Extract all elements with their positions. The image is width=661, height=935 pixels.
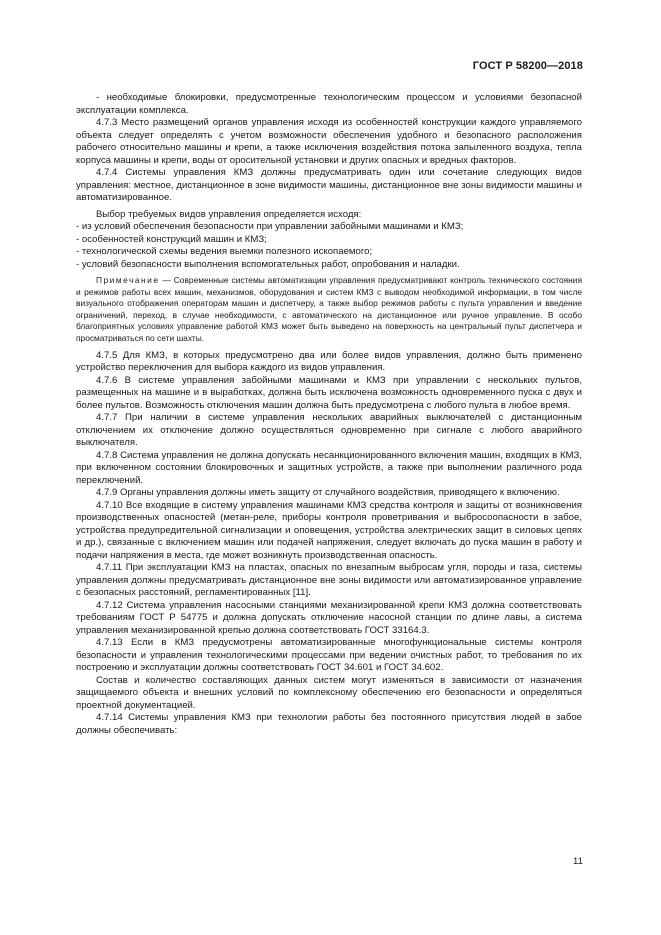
paragraph-4-7-9: 4.7.9 Органы управления должны иметь защиту от случайного воздействия, приводящего к включению.	[96, 487, 560, 499]
note-block	[76, 275, 582, 345]
paragraph-4-7-7: 4.7.7 При наличии в системе управления нескольких аварийных выключателей с дистанционным отключением их отключение должно осуществляться одновременно при сигнале с любого аварийного выключателя.	[76, 412, 582, 449]
paragraph-composition: Состав и количество составляющих данных систем могут изменяться в зависимости от назначения защищаемого объекта и внешних условий по комплексному обеспечению его безопасности и определяться проектной документацией.	[76, 674, 582, 711]
page-number: 11	[573, 856, 583, 867]
paragraph-4-7-8: 4.7.8 Система управления не должна допускать несанкционированного включения машин, входящих в КМЗ, при включенном состоянии блокировочных и защитных устройств, а также при выполнении различного рода переключений.	[76, 449, 582, 486]
note-text: — Современные системы автоматизации управления предусматривают контроль технического состояния и режимов работы всех машин, механизмов, оборудования и систем КМЗ с выводом необходимой информации, в том числе визуального отображения операторам машин и диспетчеру, а также выбор режимов работы с пульта управления и введение ограничений, переход, в случае необходимости, с автоматического на дистанционное или ручное управление. В особо благоприятных условиях управление работой КМЗ может быть выведено на поверхность на центральный пульт диспетчера и просматриваться по сети шахты.	[76, 275, 582, 343]
note-label: Примечание	[96, 275, 160, 285]
document-body	[76, 92, 582, 737]
document-standard-id: ГОСТ Р 58200—2018	[472, 60, 583, 72]
paragraph-4-7-12: 4.7.12 Система управления насосными станциями механизированной крепи КМЗ должна соответствовать требованиям ГОСТ Р 54775 и должна допускать отключение насосной станции по длине лавы, а система управления механизированной крепью должна соответствовать ГОСТ 33164.3.	[76, 599, 582, 636]
paragraph-4-7-13: 4.7.13 Если в КМЗ предусмотрены автоматизированные многофункциональные системы контроля безопасности и управления технологическими процессами при ведении очистных работ, то требования по их построению и эксплуатации должны соответствовать ГОСТ 34.601 и ГОСТ 34.602.	[76, 637, 582, 674]
list-item: - особенностей конструкций машин и КМЗ;	[76, 233, 267, 245]
paragraph-selection-intro: Выбор требуемых видов управления определяется исходя:	[96, 208, 362, 220]
list-item: - условий безопасности выполнения вспомогательных работ, опробования и наладки.	[76, 258, 460, 270]
list-item: - технологической схемы ведения выемки полезного ископаемого;	[76, 246, 373, 257]
paragraph-list-item: - необходимые блокировки, предусмотренные технологическим процессом и условиями безопасной эксплуатации комплекса.	[76, 92, 582, 116]
paragraph-4-7-6: 4.7.6 В системе управления забойными машинами и КМЗ при управлении с нескольких пультов, размещенных на машине и в выработках, должна быть исключена возможность одновременного пуска с двух и более пультов. Возможность отключения машин должна быть предусмотрена с любого пульта в любое время.	[76, 374, 582, 411]
paragraph-4-7-11: 4.7.11 При эксплуатации КМЗ на пластах, опасных по внезапным выбросам угля, породы и газа, системы управления должны предусматривать дистанционное вне зоны видимости или автоматизированное управление с безопасных расстояний, регламентированных [11].	[76, 562, 582, 599]
paragraph-4-7-4: 4.7.4 Системы управления КМЗ должны предусматривать один или сочетание следующих видов управления: местное, дистанционное в зоне видимости машины, дистанционное вне зоны видимости машины и автоматизированное.	[76, 167, 582, 203]
paragraph-4-7-10: 4.7.10 Все входящие в систему управления машинами КМЗ средства контроля и защиты от возникновения производственных опасностей (метан-реле, приборы контроля проветривания и выбросоопасности в забое, устройства предупредительной сигнализации и оповещения, устройства электрических защит в силовых цепях и др.), связанные с включением машин или подачей напряжения, следует включать до пуска машин в работу и подачи напряжения в места, где может возникнуть производственная опасность.	[76, 499, 582, 561]
list-item: - из условий обеспечения безопасности при управлении забойными машинами и КМЗ;	[76, 221, 464, 232]
paragraph-4-7-3: 4.7.3 Место размещений органов управления исходя из особенностей конструкции каждого управляемого объекта следует определять с учетом возможности обеспечения удобного и безопасного расположения рабочего относительно машины и крепи, а также исключения воздействия потока запыленного воздуха, тепла корпуса машины и крепи, воды от оросительной установки и других опасных и вредных факторов.	[76, 117, 582, 166]
paragraph-4-7-14: 4.7.14 Системы управления КМЗ при технологии работы без постоянного присутствия людей в забое должны обеспечивать:	[76, 712, 582, 736]
paragraph-4-7-5: 4.7.5 Для КМЗ, в которых предусмотрено два или более видов управления, должно быть применено устройство переключения для выбора каждого из видов управления.	[76, 349, 582, 374]
